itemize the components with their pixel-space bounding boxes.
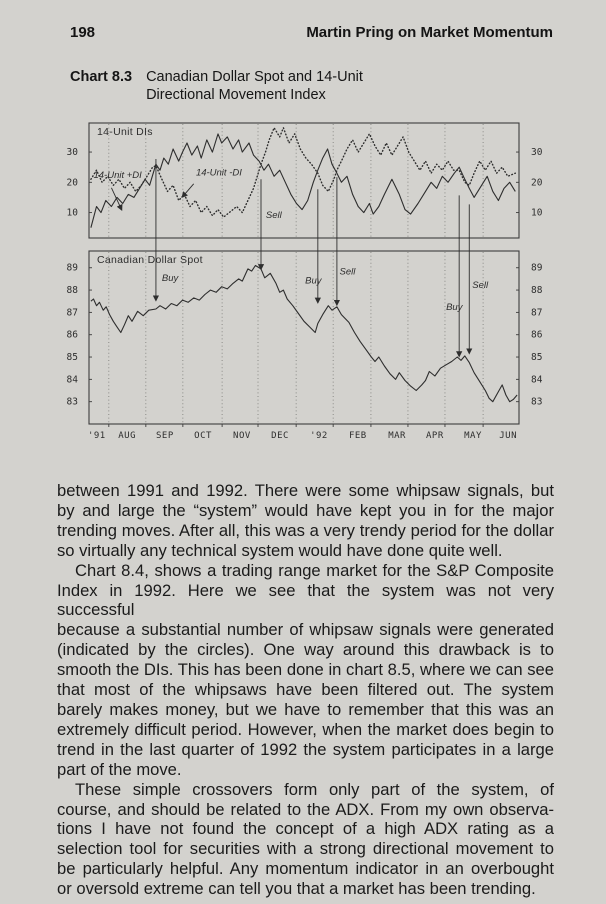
annotation-14-unit-di: 14-Unit -DI	[195, 167, 242, 179]
y-axis-label-left: 87	[66, 307, 78, 319]
x-axis-label: OCT	[194, 431, 212, 441]
y-axis-label-right: 87	[531, 307, 543, 319]
text-line: part of the move.	[57, 759, 182, 779]
x-axis-label: AUG	[118, 431, 137, 441]
y-axis-label-right: 84	[531, 374, 543, 386]
series-plus-di	[91, 134, 515, 228]
page-number: 198	[70, 24, 96, 41]
y-axis-label-left: 85	[66, 352, 78, 364]
y-axis-label-left: 83	[66, 396, 78, 408]
annotation-buy: Buy	[161, 273, 179, 285]
y-axis-label-right: 10	[531, 207, 543, 219]
annotation-sell: Sell	[265, 210, 282, 222]
y-axis-label-right: 30	[531, 147, 543, 159]
y-axis-label-left: 84	[66, 374, 78, 386]
text-line: These simple crossovers form only part of the system, of	[75, 779, 554, 799]
text-line: trend in the last quarter of 1992 the system participates in a large	[57, 739, 554, 759]
annotation-sell: Sell	[472, 279, 489, 291]
y-axis-label-right: 86	[531, 329, 543, 341]
x-axis-label: MAR	[388, 431, 406, 441]
y-axis-label-left: 20	[66, 177, 78, 189]
figure-label: Chart 8.3	[70, 69, 133, 85]
panel-frame	[89, 123, 519, 238]
x-axis-label: '92	[310, 431, 328, 441]
panel-title: 14-Unit DIs	[97, 126, 153, 138]
y-axis-label-right: 85	[531, 352, 543, 364]
figure-title-line2: Directional Movement Index	[146, 87, 326, 103]
text-line: Chart 8.4, shows a trading range market for the S&P Composite	[75, 560, 554, 580]
figure-title-line1: Canadian Dollar Spot and 14-Unit	[146, 69, 363, 85]
y-axis-label-right: 89	[531, 262, 543, 274]
y-axis-label-left: 86	[66, 329, 78, 341]
x-axis-label: MAY	[464, 431, 482, 441]
text-line: or oversold extreme can tell you that a market has been trending.	[57, 879, 536, 899]
x-axis-label: JUN	[499, 431, 518, 441]
panel-frame	[89, 251, 519, 424]
running-header-title: Martin Pring on Market Momentum	[306, 24, 553, 41]
x-axis-label: SEP	[156, 431, 174, 441]
y-axis-label-left: 88	[66, 285, 78, 297]
annotation-arrow	[111, 188, 121, 210]
x-axis-label: DEC	[271, 431, 289, 441]
y-axis-label-right: 88	[531, 285, 543, 297]
text-line: because a substantial number of whipsaw signals were generated	[57, 620, 554, 640]
text-line: trending moves. After all, this was a very trendy period for the dollar	[57, 520, 554, 540]
x-axis-label: APR	[425, 431, 444, 441]
annotation-sell: Sell	[339, 266, 356, 278]
x-axis-label: '91	[87, 431, 106, 441]
y-axis-label-left: 30	[66, 147, 78, 159]
x-axis-label: FEB	[348, 431, 367, 441]
series-price	[91, 266, 517, 402]
annotation-buy: Buy	[446, 302, 463, 314]
text-line: course, and should be related to the ADX. From my own observa-	[57, 799, 554, 819]
text-line: be particularly helpful. Any momentum indicator in an overbought	[57, 859, 554, 879]
text-line: selection tool for securities with a strong directional movement to	[57, 839, 554, 859]
y-axis-label-left: 10	[66, 207, 78, 219]
y-axis-label-left: 89	[66, 262, 78, 274]
annotation-buy: Buy	[305, 275, 322, 287]
y-axis-label-right: 20	[531, 177, 543, 189]
text-line: that most of the whipsaws have been filtered out. The system	[57, 680, 554, 700]
text-line: by and large the “system” would have kept you in for the major	[57, 500, 554, 520]
text-line: smooth the DIs. This has been done in chart 8.5, where we can see	[57, 660, 554, 680]
text-line: Index in 1992. Here we see that the system was not very successful	[57, 580, 554, 620]
body-text	[57, 481, 554, 899]
text-line: tions I have not found the concept of a high ADX rating as a	[57, 819, 554, 839]
x-axis-label: NOV	[233, 431, 251, 441]
series-minus-di	[91, 128, 515, 217]
text-line: between 1991 and 1992. There were some whipsaw signals, but	[57, 481, 554, 500]
text-line: barely makes money, but we have to remember that this was an	[57, 699, 554, 719]
y-axis-label-right: 83	[531, 396, 543, 408]
text-line: extremely difficult period. However, when the market does begin to	[57, 719, 554, 739]
text-line: (indicated by the circles). One way around this drawback is to	[57, 640, 554, 660]
text-line: so virtually any technical system would have done quite well.	[57, 540, 503, 560]
panel-title: Canadian Dollar Spot	[97, 254, 203, 266]
annotation-14-unit-di: 14-Unit +DI	[93, 169, 142, 181]
annotation-arrow	[182, 184, 193, 197]
